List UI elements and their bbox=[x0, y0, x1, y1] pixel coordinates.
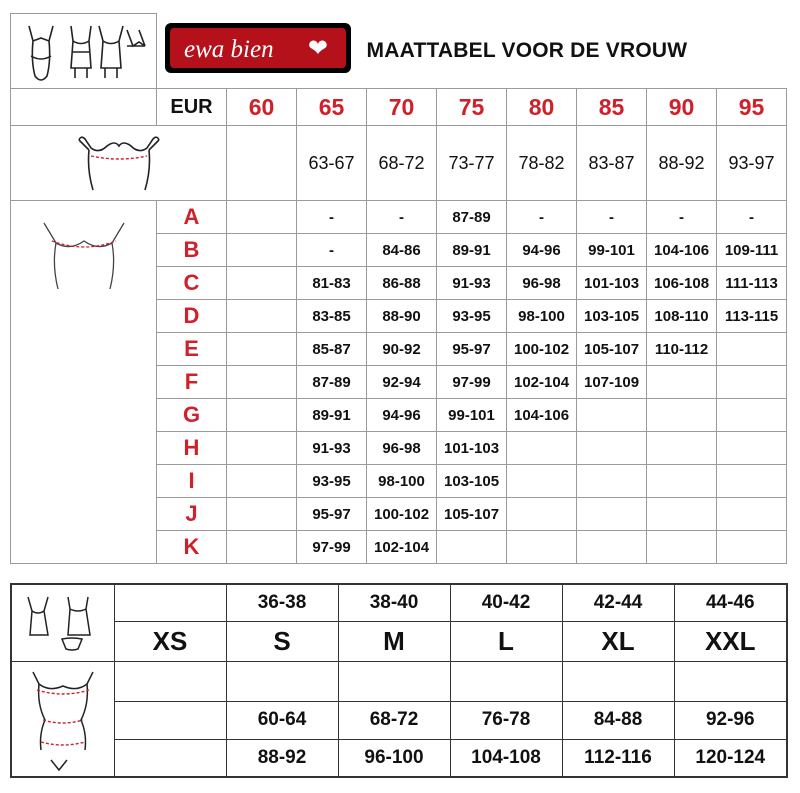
hip-value: 104-108 bbox=[450, 739, 562, 777]
bust-range: 83-85 bbox=[297, 300, 367, 333]
bust-range: 87-89 bbox=[437, 201, 507, 234]
bust-range bbox=[507, 531, 577, 564]
heart-icon: ❤ bbox=[307, 35, 328, 63]
bust-range: 102-104 bbox=[507, 366, 577, 399]
underbust-value: 68-72 bbox=[367, 126, 437, 201]
bust-range: 86-88 bbox=[367, 267, 437, 300]
bust-range: 93-95 bbox=[437, 300, 507, 333]
eu-size: 38-40 bbox=[338, 584, 450, 621]
eur-label: EUR bbox=[157, 89, 227, 126]
bust-range bbox=[717, 465, 787, 498]
underbust-illustration bbox=[11, 126, 227, 201]
cup-letter: D bbox=[157, 300, 227, 333]
hip-value: 120-124 bbox=[674, 739, 787, 777]
bust-range bbox=[507, 465, 577, 498]
bust-range bbox=[717, 399, 787, 432]
body-measure-icon bbox=[23, 664, 103, 774]
bust-range bbox=[647, 531, 717, 564]
bust-range: 110-112 bbox=[647, 333, 717, 366]
cup-letter: I bbox=[157, 465, 227, 498]
lingerie-icon bbox=[19, 16, 149, 86]
brand-logo bbox=[165, 23, 351, 73]
bust-range: 111-113 bbox=[717, 267, 787, 300]
cup-letter: G bbox=[157, 399, 227, 432]
bust-range bbox=[227, 300, 297, 333]
bust-range: 88-90 bbox=[367, 300, 437, 333]
bust-range: 99-101 bbox=[437, 399, 507, 432]
bust-range: 94-96 bbox=[367, 399, 437, 432]
bust-range: 102-104 bbox=[367, 531, 437, 564]
waist-value: 92-96 bbox=[674, 701, 787, 739]
camisole-icon bbox=[18, 591, 108, 655]
bust-range bbox=[507, 498, 577, 531]
bust-measure-icon bbox=[34, 215, 134, 295]
bust-range: - bbox=[577, 201, 647, 234]
letter-size: XXL bbox=[674, 621, 787, 661]
cup-letter: A bbox=[157, 201, 227, 234]
bust-range: 99-101 bbox=[577, 234, 647, 267]
underbust-value bbox=[227, 126, 297, 201]
band-size: 90 bbox=[647, 89, 717, 126]
bust-range: 101-103 bbox=[577, 267, 647, 300]
bust-range: 96-98 bbox=[507, 267, 577, 300]
eu-size: 42-44 bbox=[562, 584, 674, 621]
bust-range: 89-91 bbox=[437, 234, 507, 267]
bust-range bbox=[647, 498, 717, 531]
bust-range bbox=[227, 201, 297, 234]
bust-range bbox=[647, 465, 717, 498]
cup-letter: J bbox=[157, 498, 227, 531]
bust-range: 98-100 bbox=[367, 465, 437, 498]
bust-range: 98-100 bbox=[507, 300, 577, 333]
letter-size: XL bbox=[562, 621, 674, 661]
bust-range: 87-89 bbox=[297, 366, 367, 399]
bust-range: - bbox=[507, 201, 577, 234]
bust-range: 105-107 bbox=[437, 498, 507, 531]
bust-range bbox=[577, 465, 647, 498]
bust-range bbox=[507, 432, 577, 465]
bust-range: 101-103 bbox=[437, 432, 507, 465]
bust-range bbox=[227, 432, 297, 465]
bust-range bbox=[717, 333, 787, 366]
bust-range bbox=[717, 366, 787, 399]
bust-range bbox=[647, 399, 717, 432]
bust-range: - bbox=[717, 201, 787, 234]
cup-letter: C bbox=[157, 267, 227, 300]
hip-value: 88-92 bbox=[226, 739, 338, 777]
cup-letter: F bbox=[157, 366, 227, 399]
bust-range: 95-97 bbox=[297, 498, 367, 531]
cup-letter: B bbox=[157, 234, 227, 267]
page-title: MAATTABEL VOOR DE VROUW bbox=[366, 38, 688, 62]
bust-range: 107-109 bbox=[577, 366, 647, 399]
cup-letter: H bbox=[157, 432, 227, 465]
band-size: 70 bbox=[367, 89, 437, 126]
bust-range: 104-106 bbox=[507, 399, 577, 432]
bust-range bbox=[647, 366, 717, 399]
waist-value: 84-88 bbox=[562, 701, 674, 739]
bust-range: 104-106 bbox=[647, 234, 717, 267]
eu-size bbox=[114, 584, 226, 621]
bust-range: - bbox=[297, 234, 367, 267]
bust-value bbox=[226, 661, 338, 701]
waist-value: 60-64 bbox=[226, 701, 338, 739]
bust-value bbox=[674, 661, 787, 701]
bust-range: 94-96 bbox=[507, 234, 577, 267]
band-size: 85 bbox=[577, 89, 647, 126]
bust-range: 113-115 bbox=[717, 300, 787, 333]
bust-range: 97-99 bbox=[437, 366, 507, 399]
logo-cell bbox=[157, 14, 367, 89]
bust-range: 84-86 bbox=[367, 234, 437, 267]
band-size: 65 bbox=[297, 89, 367, 126]
bust-range bbox=[227, 399, 297, 432]
bust-value bbox=[114, 661, 226, 701]
underbust-value: 93-97 bbox=[717, 126, 787, 201]
bust-range: 103-105 bbox=[437, 465, 507, 498]
letter-size: XS bbox=[114, 621, 226, 661]
underbust-value: 63-67 bbox=[297, 126, 367, 201]
lingerie-illustration bbox=[11, 14, 157, 89]
bust-range bbox=[437, 531, 507, 564]
bust-range: 109-111 bbox=[717, 234, 787, 267]
cup-letter: K bbox=[157, 531, 227, 564]
band-size: 60 bbox=[227, 89, 297, 126]
hip-value: 112-116 bbox=[562, 739, 674, 777]
bust-range: 103-105 bbox=[577, 300, 647, 333]
bust-range: - bbox=[647, 201, 717, 234]
letter-size: M bbox=[338, 621, 450, 661]
underbust-value: 78-82 bbox=[507, 126, 577, 201]
logo-text: ewa bien bbox=[184, 36, 274, 64]
underbust-value: 88-92 bbox=[647, 126, 717, 201]
bust-range bbox=[717, 498, 787, 531]
bust-range: 85-87 bbox=[297, 333, 367, 366]
title-cell bbox=[367, 14, 787, 89]
bust-range bbox=[227, 234, 297, 267]
bust-value bbox=[450, 661, 562, 701]
bust-range bbox=[577, 498, 647, 531]
waist-value bbox=[114, 701, 226, 739]
bust-range bbox=[647, 432, 717, 465]
hip-value: 96-100 bbox=[338, 739, 450, 777]
bust-range: 81-83 bbox=[297, 267, 367, 300]
bust-range: 92-94 bbox=[367, 366, 437, 399]
bust-range bbox=[227, 267, 297, 300]
bust-range: 95-97 bbox=[437, 333, 507, 366]
bust-range bbox=[577, 399, 647, 432]
underbust-value: 83-87 bbox=[577, 126, 647, 201]
letter-size: S bbox=[226, 621, 338, 661]
bust-range: 100-102 bbox=[367, 498, 437, 531]
bust-range bbox=[717, 531, 787, 564]
bust-range bbox=[227, 498, 297, 531]
hip-value bbox=[114, 739, 226, 777]
bust-range: 105-107 bbox=[577, 333, 647, 366]
bust-value bbox=[562, 661, 674, 701]
underbust-value: 73-77 bbox=[437, 126, 507, 201]
eu-size: 36-38 bbox=[226, 584, 338, 621]
waist-value: 76-78 bbox=[450, 701, 562, 739]
bust-range bbox=[717, 432, 787, 465]
bra-size-table bbox=[10, 13, 787, 564]
band-size: 95 bbox=[717, 89, 787, 126]
clothing-size-table bbox=[10, 583, 788, 778]
underbust-icon bbox=[69, 130, 169, 196]
bust-range bbox=[577, 531, 647, 564]
bust-range: - bbox=[297, 201, 367, 234]
bust-range: 106-108 bbox=[647, 267, 717, 300]
bust-range: 108-110 bbox=[647, 300, 717, 333]
bust-range bbox=[227, 333, 297, 366]
waist-value: 68-72 bbox=[338, 701, 450, 739]
cup-rows bbox=[11, 201, 787, 564]
bust-range: 91-93 bbox=[297, 432, 367, 465]
bust-range bbox=[227, 531, 297, 564]
letter-size: L bbox=[450, 621, 562, 661]
cup-letter: E bbox=[157, 333, 227, 366]
bust-range bbox=[577, 432, 647, 465]
band-size: 80 bbox=[507, 89, 577, 126]
band-size: 75 bbox=[437, 89, 507, 126]
bust-range: - bbox=[367, 201, 437, 234]
bust-range: 96-98 bbox=[367, 432, 437, 465]
bust-range: 89-91 bbox=[297, 399, 367, 432]
bust-value bbox=[338, 661, 450, 701]
body-illustration bbox=[11, 661, 114, 777]
bust-range: 91-93 bbox=[437, 267, 507, 300]
eu-size: 40-42 bbox=[450, 584, 562, 621]
bust-illustration bbox=[11, 201, 157, 564]
cup-row bbox=[11, 201, 787, 234]
bust-range: 90-92 bbox=[367, 333, 437, 366]
bust-range: 93-95 bbox=[297, 465, 367, 498]
bust-range: 97-99 bbox=[297, 531, 367, 564]
eu-size: 44-46 bbox=[674, 584, 787, 621]
top-illustration bbox=[11, 584, 114, 661]
bust-range bbox=[227, 366, 297, 399]
bust-range: 100-102 bbox=[507, 333, 577, 366]
bust-range bbox=[227, 465, 297, 498]
